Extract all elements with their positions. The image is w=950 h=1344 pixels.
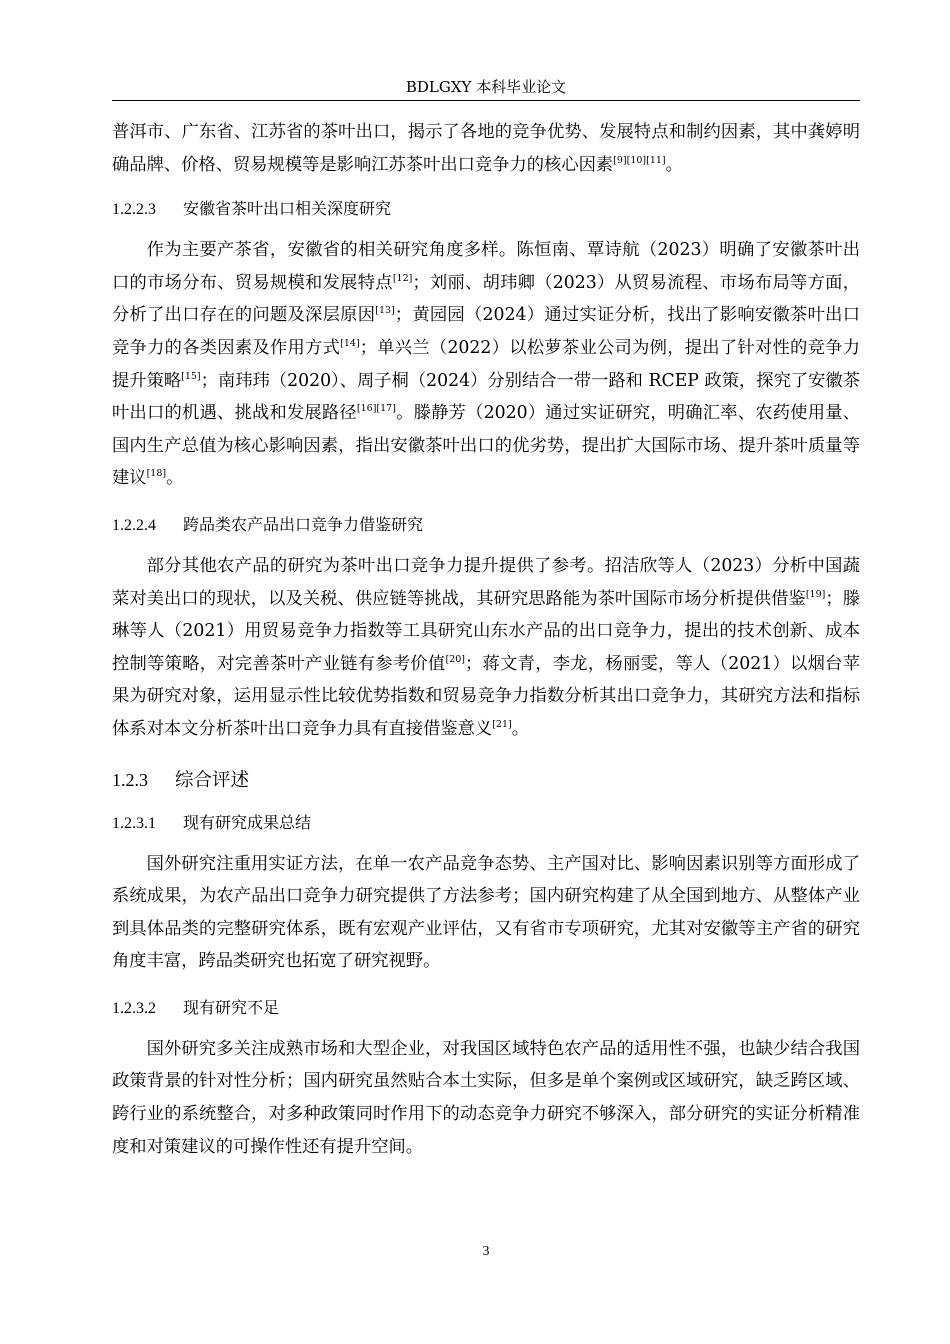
paragraph-text: ；刘丽、胡玮卿（2023）从贸易流程、市场布局等方面，分析了出口存在的问题及深层原因 xyxy=(112,272,860,326)
section-title: 安徽省茶叶出口相关深度研究 xyxy=(183,199,392,219)
citation-ref: [16][17] xyxy=(356,403,396,415)
paragraph-text: ；蒋文青，李龙，杨丽雯，等人（2021）以烟台苹果为研究对象，运用显示性比较优势指数和贸易竞争力指数分析其出口竞争力，其研究方法和指标体系对本文分析茶叶出口竞争力具有直接借鉴意义 xyxy=(112,653,860,739)
citation-ref: [21] xyxy=(492,718,512,730)
section-heading-1-2-3-1 xyxy=(112,811,860,836)
paragraph-text: 。滕静芳（2020）通过实证研究，明确汇率、农药使用量、国内生产总值为核心影响因素，指出安徽茶叶出口的优劣势，提出扩大国际市场、提升茶叶质量等建议 xyxy=(112,403,860,489)
section-title: 综合评述 xyxy=(175,769,250,791)
citation-ref: [9][10][11] xyxy=(613,154,666,166)
section-number: 1.2.3 xyxy=(112,769,148,790)
citation-ref: [13] xyxy=(375,305,395,317)
header-divider xyxy=(112,100,860,101)
section-number: 1.2.3.1 xyxy=(112,814,156,832)
paragraph-text: ；滕琳等人（2021）用贸易竞争力指数等工具研究山东水产品的出口竞争力，提出的技术创新、成本控制等策略，对完善茶叶产业链有参考价值 xyxy=(112,588,860,674)
paragraph-text: 。 xyxy=(511,718,530,739)
section-heading-1-2-3 xyxy=(112,766,860,795)
paragraph-summary: 国外研究注重用实证方法，在单一农产品竞争态势、主产国对比、影响因素识别等方面形成了系统成果，为农产品出口竞争力研究提供了方法参考；国内研究构建了从全国到地方、从整体产业到具体品类的完整研究体系，既有宏观产业评估，又有省市专项研究，尤其对安徽等主产省的研究角度丰富，跨品类研究也拓宽了研究视野。 xyxy=(112,853,860,972)
citation-ref: [20] xyxy=(445,653,465,665)
paragraph-text: 。 xyxy=(166,468,184,489)
page-header: BDLGXY 本科毕业论文 xyxy=(405,78,567,96)
paragraph-text: ；南玮玮（2020）、周子桐（2024）分别结合一带一路和 RCEP 政策，探究了安徽茶叶出口的机遇、挑战和发展路径 xyxy=(112,370,860,424)
section-heading-1-2-2-3 xyxy=(112,197,860,222)
citation-ref: [18] xyxy=(146,468,167,480)
paragraph-text: 部分其他农产品的研究为茶叶出口竞争力提升提供了参考。招洁欣等人（2023）分析中国蔬菜对美出口的现状，以及关税、供应链等挑战，其研究思路能为茶叶国际市场分析提供借鉴 xyxy=(112,555,860,609)
citation-ref: [15] xyxy=(181,370,201,382)
paragraph-shortcomings: 国外研究多关注成熟市场和大型企业，对我国区域特色农产品的适用性不强，也缺少结合我国政策背景的针对性分析；国内研究虽然贴合本土实际，但多是单个案例或区域研究，缺乏跨区域、跨行业的系统整合，对多种政策同时作用下的动态竞争力研究不够深入，部分研究的实证分析精准度和对策建议的可操作性还有提升空间。 xyxy=(112,1038,860,1157)
paragraph-text: 作为主要产茶省，安徽省的相关研究角度多样。陈恒南、覃诗航（2023）明确了安徽茶叶出口的市场分布、贸易规模和发展特点 xyxy=(112,240,860,293)
paragraph-text: ；单兴兰（2022）以松萝茶业公司为例，提出了针对性的竞争力提升策略 xyxy=(112,337,860,391)
citation-ref: [14] xyxy=(340,337,360,349)
section-heading-1-2-3-2 xyxy=(112,996,860,1021)
section-number: 1.2.2.4 xyxy=(112,516,156,534)
section-heading-1-2-2-4 xyxy=(112,513,860,538)
page-number: 3 xyxy=(482,1244,490,1259)
paragraph-anhui xyxy=(112,234,860,495)
citation-ref: [12] xyxy=(392,272,413,284)
section-number: 1.2.3.2 xyxy=(112,999,156,1017)
citation-ref: [19] xyxy=(805,588,826,600)
paragraph-text: 普洱市、广东省、江苏省的茶叶出口，揭示了各地的竞争优势、发展特点和制约因素，其中龚婷明确品牌、价格、贸易规模等是影响江苏茶叶出口竞争力的核心因素 xyxy=(112,122,860,175)
section-title: 现有研究不足 xyxy=(183,997,280,1017)
paragraph-cross-category xyxy=(112,550,860,746)
page-body xyxy=(112,116,860,1163)
paragraph-text: ；黄园园（2024）通过实证分析，找出了影响安徽茶叶出口竞争力的各类因素及作用方式 xyxy=(112,305,860,358)
paragraph-text: 。 xyxy=(665,154,683,175)
section-title: 现有研究成果总结 xyxy=(183,812,312,832)
paragraph-intro xyxy=(112,116,860,181)
section-title: 跨品类农产品出口竞争力借鉴研究 xyxy=(183,514,424,534)
section-number: 1.2.2.3 xyxy=(112,201,156,219)
